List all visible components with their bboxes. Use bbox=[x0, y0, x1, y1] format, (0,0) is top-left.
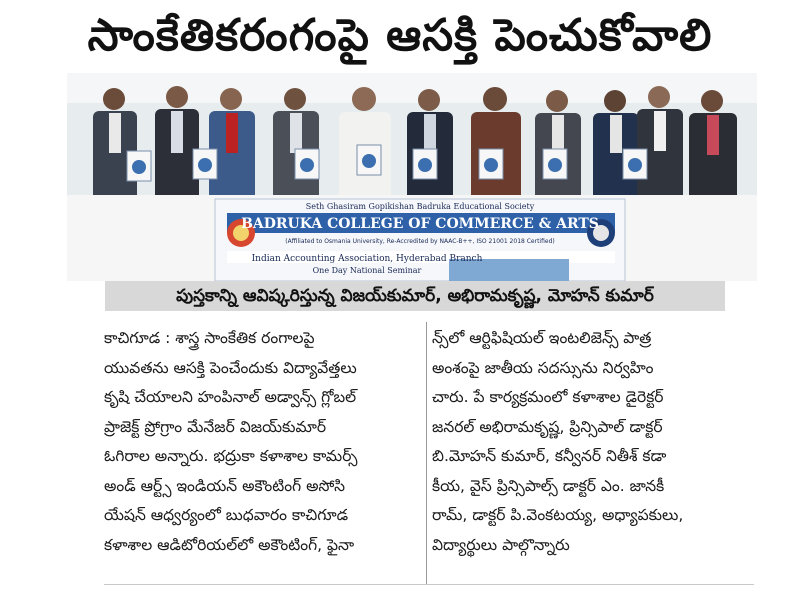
article-line: ఓగిరాల అన్నారు. భద్రుకా కళాశాల కామర్స్ bbox=[104, 447, 358, 465]
article-line: బి.మోహన్ కుమార్, కన్వీనర్ నితీశ్ కడా bbox=[432, 447, 667, 465]
article-line: కాచిగూడ : శాస్త్ర సాంకేతిక రంగాలపై bbox=[104, 329, 315, 347]
photo-caption: పుస్తకాన్ని ఆవిష్కరిస్తున్న విజయ్‌కుమార్, అభిరామకృష్ణ, మోహన్ కుమార్ bbox=[105, 281, 725, 311]
news-photo bbox=[67, 73, 757, 281]
bottom-rule bbox=[104, 584, 754, 585]
article-line: జనరల్ అభిరామకృష్ణ, ప్రిన్సిపాల్ డాక్టర్ bbox=[432, 417, 663, 436]
article-line: కృషి చేయాలని హంపినాల్ అడ్వాన్స్ గ్లోబల్ bbox=[104, 388, 357, 406]
article-column-right bbox=[432, 324, 752, 584]
banner-line-4: Indian Accounting Association, Hyderabad Branch bbox=[251, 254, 483, 264]
article-line: న్స్‌లో ఆర్టిఫిషియల్ ఇంటలిజెన్స్ పాత్ర bbox=[432, 329, 652, 347]
article-line: యేషన్ ఆధ్వర్యంలో బుధవారం కాచిగూడ bbox=[104, 506, 349, 524]
banner-line-3: (Affiliated to Osmania University, Re-Accredited by NAAC-B++, ISO 21001 2018 Certified) bbox=[285, 238, 555, 245]
article-line: కీయ, వైస్ ప్రిన్సిపాల్స్ డాక్టర్ ఎం. జానకీ bbox=[432, 476, 665, 495]
article-line: విద్యార్థులు పాల్గొన్నారు bbox=[432, 535, 570, 554]
banner-title: BADRUKA COLLEGE OF COMMERCE & ARTS bbox=[241, 216, 599, 232]
article-line: అండ్ ఆర్ట్స్ ఇండియన్ అకౌంటింగ్ అసోసి bbox=[104, 476, 345, 495]
article-column-left bbox=[104, 324, 424, 584]
article-line: కళాశాల ఆడిటోరియల్‌లో అకౌంటింగ్, ఫైనా bbox=[104, 535, 355, 554]
article-line: చారు. పే కార్యక్రమంలో కళాశాల డైరెక్టర్ bbox=[432, 388, 664, 406]
article-line: ప్రాజెక్ట్ ప్రోగ్రాం మేనేజర్ విజయ్‌కుమార్ bbox=[104, 417, 327, 436]
banner-line-1: Seth Ghasiram Gopikishan Badruka Educational Society bbox=[305, 202, 535, 211]
headline: సాంకేతికరంగంపై ఆసక్తి పెంచుకోవాలి bbox=[87, 10, 713, 61]
article-line: అంశంపై జాతీయ సదస్సును నిర్వహిం bbox=[432, 358, 654, 377]
article-line: రామ్, డాక్టర్ పి.వెంకటయ్య, అధ్యాపకులు, bbox=[432, 506, 684, 524]
article-line: యువతను ఆసక్తి పెంచేందుకు విద్యావేత్తలు bbox=[104, 358, 357, 377]
column-divider bbox=[426, 322, 427, 584]
event-photo-illustration bbox=[67, 73, 757, 281]
banner-line-5: One Day National Seminar bbox=[312, 266, 422, 275]
